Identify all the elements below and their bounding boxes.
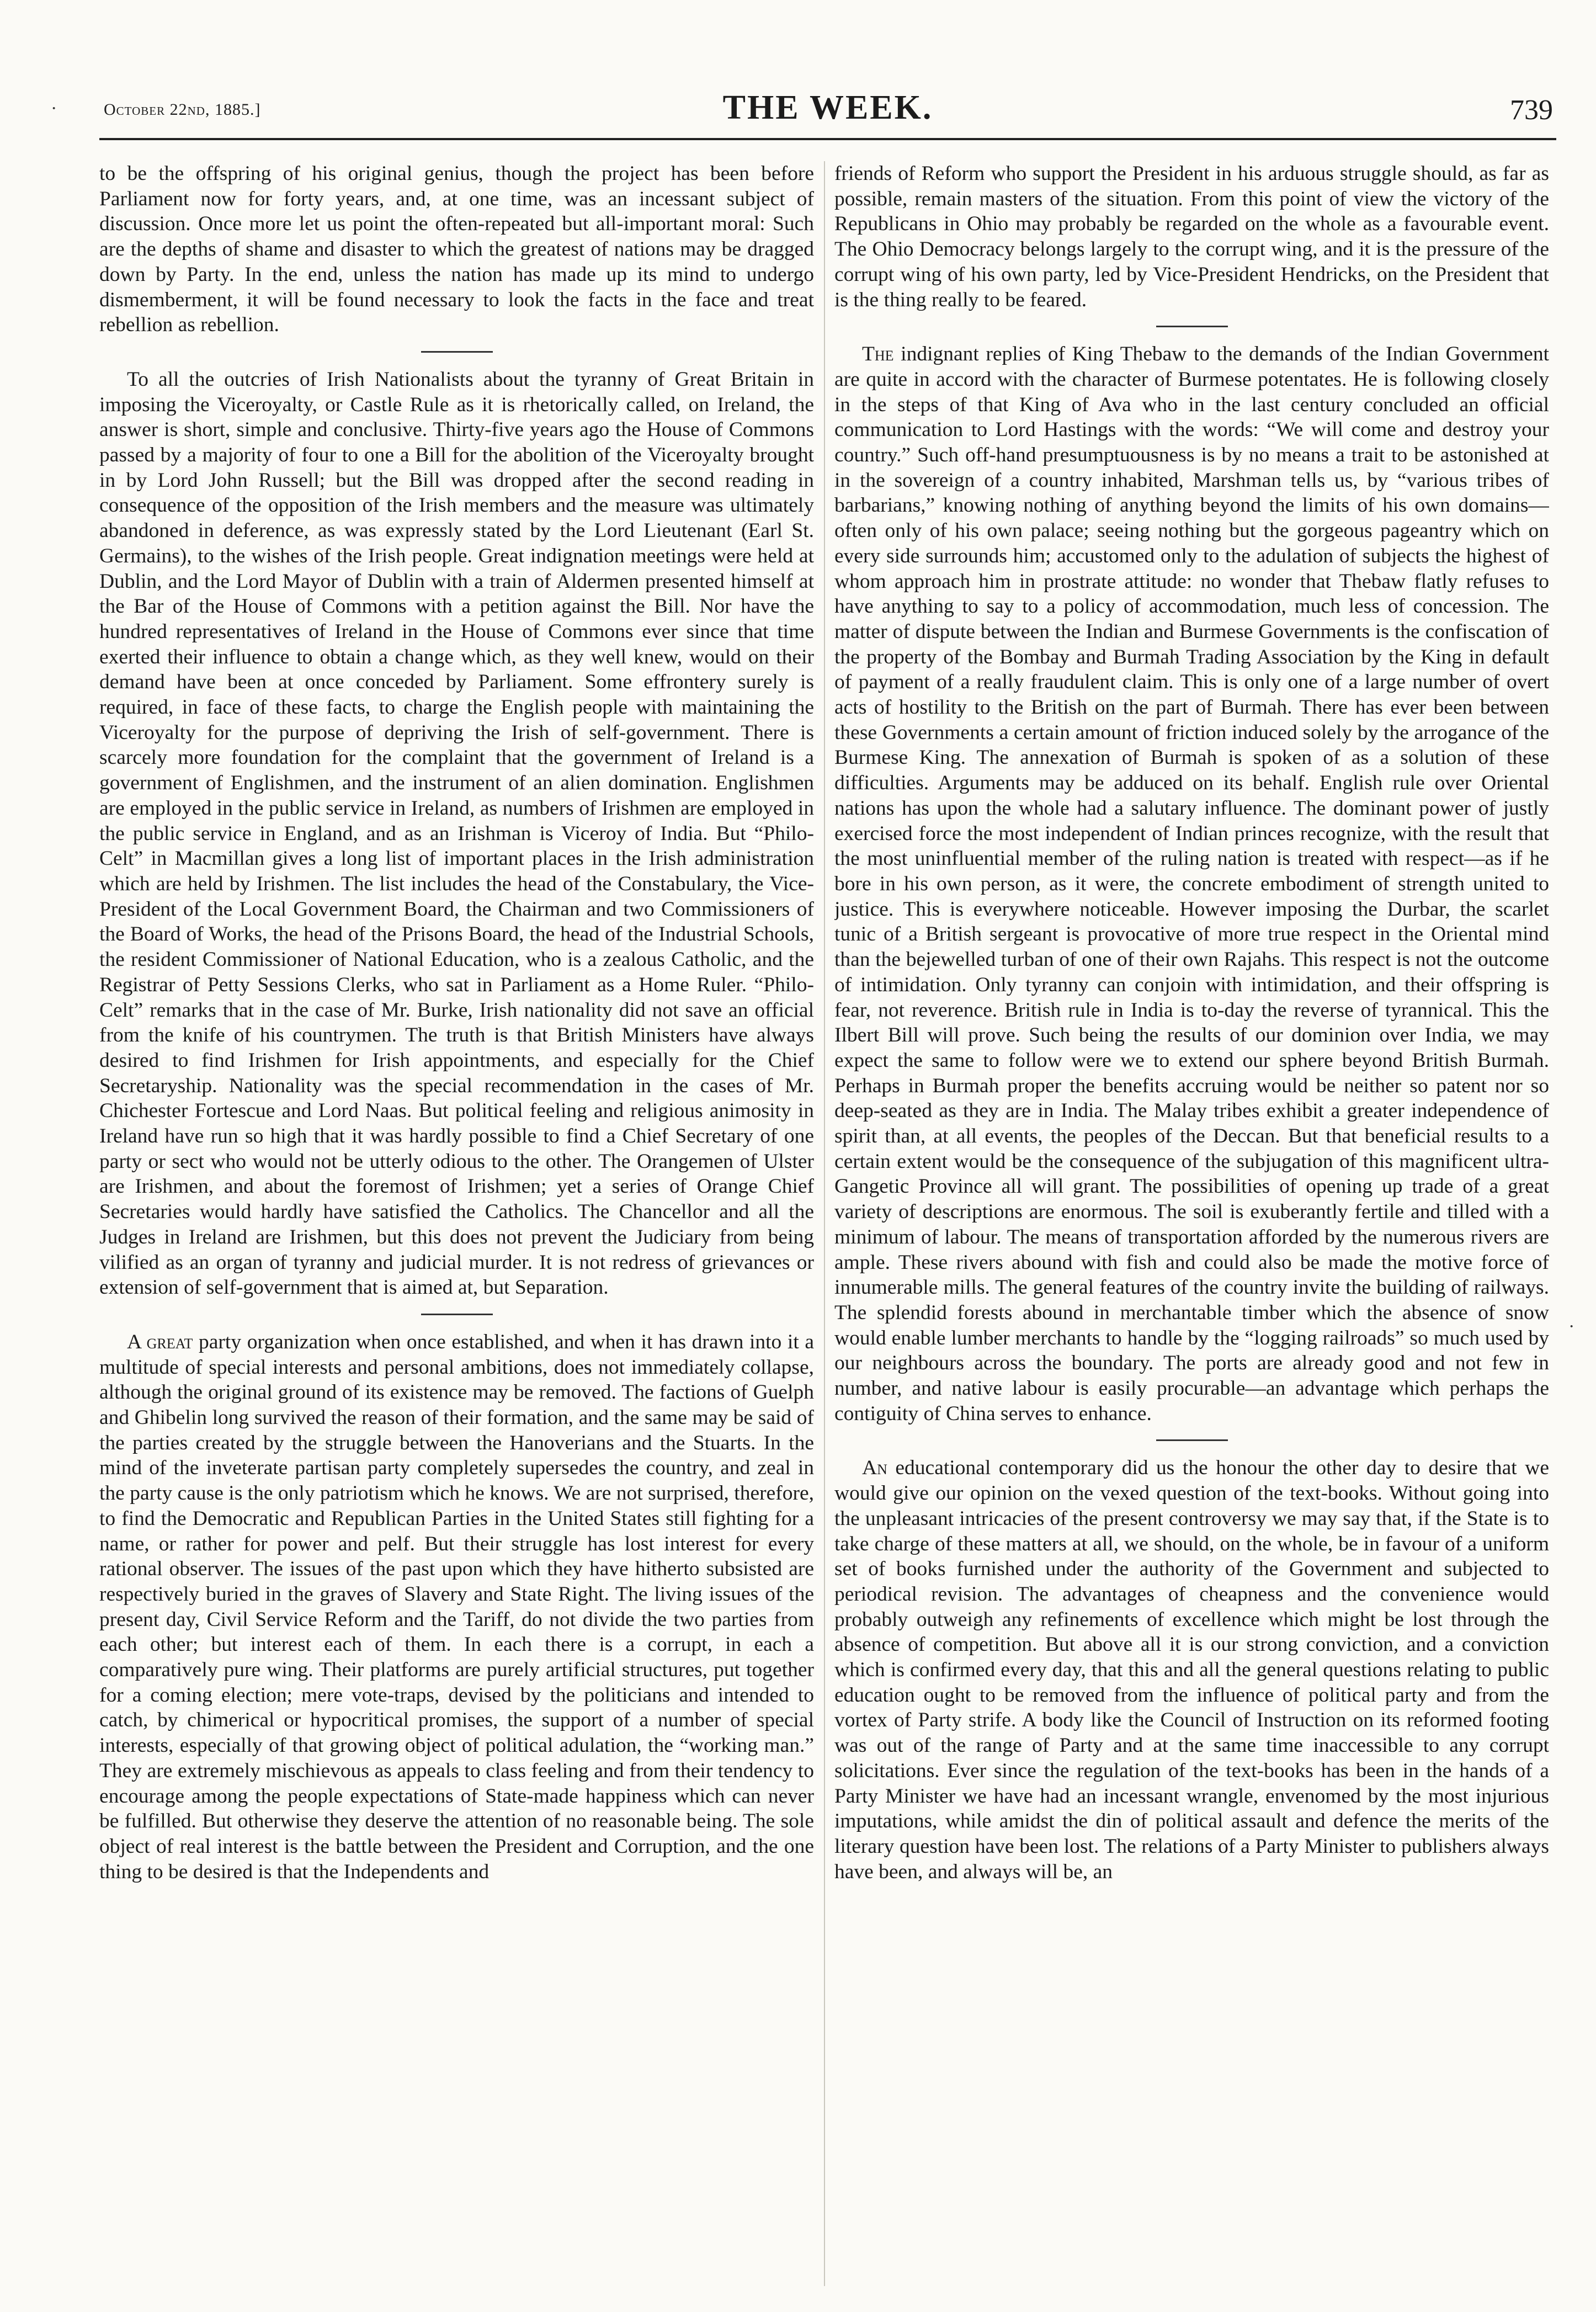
paragraph-text: party organization when once established, and when it has drawn into it a multitude of special interests and personal ambitions, does not immediately collapse, although the original ground of its existence may be removed. The factions of Guelph and Ghibelin long survived the reason of their formation, and the same may be said of the parties created by the struggle between the Hanoverians and the Stuarts. In the mind of the inveterate partisan party completely supersedes the country, and zeal in the party cause is the only patriotism which he knows. We are not surprised, therefore, to find the Democratic and Republican Parties in the United States still fighting for a name, or rather for power and pelf. But their struggle has lost interest for every rational observer. The issues of the past upon which they have hitherto subsisted are respectively buried in the graves of Slavery and State Right. The living issues of the present day, Civil Service Reform and the Tariff, do not divide the two parties from each other; but interest each of them. In each there is a corrupt, in each a comparatively pure wing. Their platforms are purely artificial structures, put together for a coming election; mere vote-traps, devised by the politicians and intended to catch, by chimerical or hypocritical promises, the support of a number of special interests, especially of that growing object of political adulation, the “working man.” They are extremely mischievous as appeals to class feeling and from their tendency to encourage among the people expectations of State-made happiness which can never be fulfilled. But otherwise they deserve the attention of no reasonable being. The sole object of real interest is the battle between the President and Corruption, and the one thing to be desired is that the Independents and [99,1330,814,1883]
section-separator [421,1314,493,1315]
header-rule [99,138,1556,140]
paragraph-lead: A great [127,1330,193,1353]
paragraph-lead: An [862,1457,887,1480]
article-paragraph [834,1455,1549,1884]
margin-speck: · [51,98,57,119]
paragraph-text: friends of Reform who support the President in his arduous struggle should, as far as possible, remain masters of the situation. From this point of view the victory of the Republicans in Ohio may probably be regarded on the whole as a favourable event. The Ohio Democracy belongs largely to the corrupt wing, and it is the pressure of the corrupt wing of his own party, led by Vice-President Hendricks, on the President that is the thing really to be feared. [834,162,1549,311]
left-column [99,161,814,2303]
margin-speck: · [1568,1316,1575,1337]
section-separator [421,351,493,353]
section-separator [1156,326,1228,327]
paragraph-text: educational contemporary did us the honour the other day to desire that we would give our opinion on the vexed question of the text-books. Without going into the unpleasant intricacies of the present controversy we may say that, if the State is to take charge of these matters at all, we should, on the whole, be in favour of a uniform set of books furnished under the authority of the Government and subjected to periodical revision. The advantages of cheapness and the convenience would probably outweigh any refinements of excellence which might be lost through the absence of competition. But above all it is our strong conviction, and a conviction which is confirmed every day, that this and all the general questions relating to public education ought to be removed from the influence of political party and from the vortex of Party strife. A body like the Council of Instruction on its reformed footing was out of the range of Party and at the same time inaccessible to any corrupt solicitations. Ever since the regulation of the text-books has been in the hands of a Party Minister we have had an incessant wrangle, envenomed by the most injurious imputations, while amidst the din of political assault and defence the merits of the literary question have been lost. The relations of a Party Minister to publishers always have been, and always will be, an [834,1457,1549,1883]
section-separator [1156,1439,1228,1441]
page-header [99,83,1556,149]
paragraph-text: indignant replies of King Thebaw to the demands of the Indian Government are quite in accord with the character of Burmese potentates. He is following closely in the steps of that King of Ava who in the last century concluded an official communication to Lord Hastings with the words: “We will come and destroy your country.” Such off-hand presumptuousness is by no means a trait to be astonished at in the sovereign of a country inhabited, Marshman tells us, by “various tribes of barbarians,” knowing nothing of anything beyond the limits of his own domains—often only of his own palace; seeing nothing but the gorgeous pageantry which on every side surrounds him; accustomed only to the adulation of subjects the highest of whom approach him in prostrate attitude: no wonder that Thebaw flatly refuses to have anything to say to a policy of accommodation, much less of concession. The matter of dispute between the Indian and Burmese Governments is the confiscation of the property of the Bombay and Burmah Trading Association by the King in default of payment of a really fraudulent claim. This is only one of a large number of overt acts of hostility to the British on the part of Burmah. There has ever been between these Governments a certain amount of friction induced solely by the arrogance of the Burmese King. The annexation of Burmah is spoken of as a solution of these difficulties. Arguments may be adduced on its behalf. English rule over Oriental nations has upon the whole had a salutary influence. The dominant power of justly exercised force the most independent of Indian princes recognize, with the result that the most uninfluential member of the ruling nation is treated with respect—as if he bore in his own person, as it were, the concrete embodiment of strength united to justice. This is everywhere noticeable. However imposing the Durbar, the scarlet tunic of a British sergeant is provocative of more true respect in the Oriental mind than the bejewelled turban of one of their own Rajahs. This respect is not the outcome of intimidation. Only tyranny can conjoin with intimidation, and their offspring is fear, not reverence. British rule in India is to-day the reverse of tyrannical. This the Ilbert Bill will prove. Such being the results of our dominion over India, we may expect the same to follow were we to extend our sphere beyond British Burmah. Perhaps in Burmah proper the benefits accruing would be neither so patent nor so deep-seated as they are in India. The Malay tribes exhibit a greater independence of spirit than, at all events, the peoples of the Deccan. But that beneficial results to a certain extent would be the consequence of the subjugation of this magnificent ultra-Gangetic Province all will grant. The possibilities of opening up trade of a great variety of descriptions are enormous. The soil is exuberantly fertile and tilled with a minimum of labour. The means of transportation afforded by the numerous rivers are ample. These rivers abound with fish and could also be made the motive force of innumerable mills. The general features of the country invite the building of railways. The splendid forests abound in merchantable timber which the absence of snow would enable lumber merchants to handle by the “logging railroads” so much used by our neighbours across the boundary. The ports are already good and not few in number, and native labour is easily procurable—an advantage which perhaps the contiguity of China serves to enhance. [834,343,1549,1425]
article-paragraph [834,342,1549,1426]
paragraph-lead: The [862,343,894,366]
masthead-title: THE WEEK. [722,89,933,126]
article-paragraph [99,367,814,1300]
column-divider [824,161,825,2286]
article-paragraph [834,161,1549,312]
paragraph-text: to be the offspring of his original genius, though the project has been before Parliament now for forty years, and, at one time, was an incessant subject of discussion. Once more let us point the often-repeated but all-important moral: Such are the depths of shame and disaster to which the greatest of nations may be dragged down by Party. In the end, unless the nation has made up its mind to undergo dismemberment, it will be found necessary to look the facts in the face and treat rebellion as rebellion. [99,162,814,337]
page-number: 739 [1510,94,1553,126]
right-column [834,161,1549,2303]
issue-date: October 22nd, 1885.] [104,100,261,119]
article-paragraph [99,1330,814,1884]
paragraph-text: To all the outcries of Irish Nationalists about the tyranny of Great Britain in imposing the Viceroyalty, or Castle Rule as it is rhetorically called, on Ireland, the answer is short, simple and conclusive. Thirty-five years ago the House of Commons passed by a majority of four to one a Bill for the abolition of the Viceroyalty brought in by Lord John Russell; but the Bill was dropped after the second reading in consequence of the opposition of the Irish members and the measure was ultimately abandoned in deference, as was expressly stated by the Lord Lieutenant (Earl St. Germains), to the wishes of the Irish people. Great indignation meetings were held at Dublin, and the Lord Mayor of Dublin with a train of Aldermen presented himself at the Bar of the House of Commons with a petition against the Bill. Nor have the hundred representatives of Ireland in the House of Commons ever since that time exerted their influence to obtain a change which, as they well knew, would on their demand have been at once conceded by Parliament. Some effrontery surely is required, in face of these facts, to charge the English people with maintaining the Viceroyalty for the purpose of depriving the Irish of self-government. There is scarcely more foundation for the complaint that the government of Ireland is a government of Englishmen, and the instrument of an alien domination. Englishmen are employed in the public service in Ireland, as numbers of Irishmen are employed in the public service in England, and as an Irishman is Viceroy of India. But “Philo-Celt” in Macmillan gives a long list of important places in the Irish administration which are held by Irishmen. The list includes the head of the Constabulary, the Vice-President of the Local Government Board, the Chairman and two Commissioners of the Board of Works, the head of the Prisons Board, the head of the Industrial Schools, the resident Commissioner of National Education, who is a zealous Catholic, and the Registrar of Petty Sessions Clerks, who sat in Parliament as a Home Ruler. “Philo-Celt” remarks that in the case of Mr. Burke, Irish nationality did not save an official from the knife of his countrymen. The truth is that British Ministers have always desired to find Irishmen for Irish appointments, and especially for the Chief Secretaryship. Nationality was the special recommendation in the cases of Mr. Chichester Fortescue and Lord Naas. But political feeling and religious animosity in Ireland have run so high that it was hardly possible to find a Chief Secretary of one party or sect who would not be utterly odious to the other. The Orangemen of Ulster are Irishmen, and about the foremost of Irishmen; yet a series of Orange Chief Secretaries would hardly have satisfied the Catholics. The Chancellor and all the Judges in Ireland are Irishmen, but this does not prevent the Judiciary from being vilified as an organ of tyranny and judicial murder. It is not redress of grievances or extension of self-government that is aimed at, but Separation. [99,368,814,1299]
article-paragraph [99,161,814,338]
